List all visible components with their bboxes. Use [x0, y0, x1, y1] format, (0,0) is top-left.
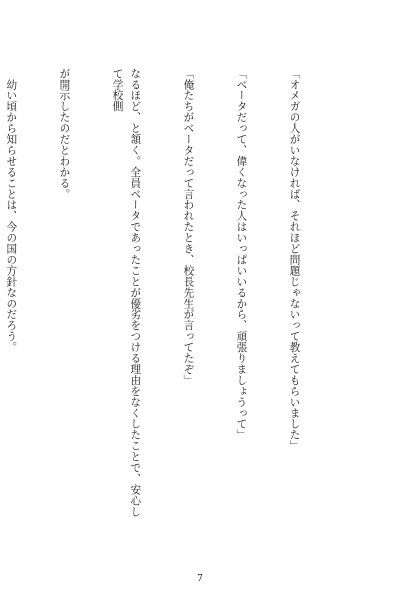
page-number: 7 [197, 574, 203, 584]
text-line: 「俺たちがベータだって言われたとき、校長先生が言ってたぞ」 [182, 68, 195, 386]
text-line: 「ベータだって、偉くなった人はいっぱいいるから、頑張りましょうって」 [235, 68, 248, 441]
vertical-text-body [5, 68, 338, 520]
text-line: なるほど、と頷く。全員ベータであったことが優劣をつける理由をなくしたことで、安心して学校側 [111, 68, 142, 517]
text-line: 幼い頃から知らせることは、今の国の方針なのだろう。 [5, 68, 18, 353]
text-line: が開示したのだとわかる。 [58, 68, 71, 200]
text-line: 「オメガの人がいなければ、それほど問題じゃないって教えてもらいました」 [288, 68, 301, 452]
